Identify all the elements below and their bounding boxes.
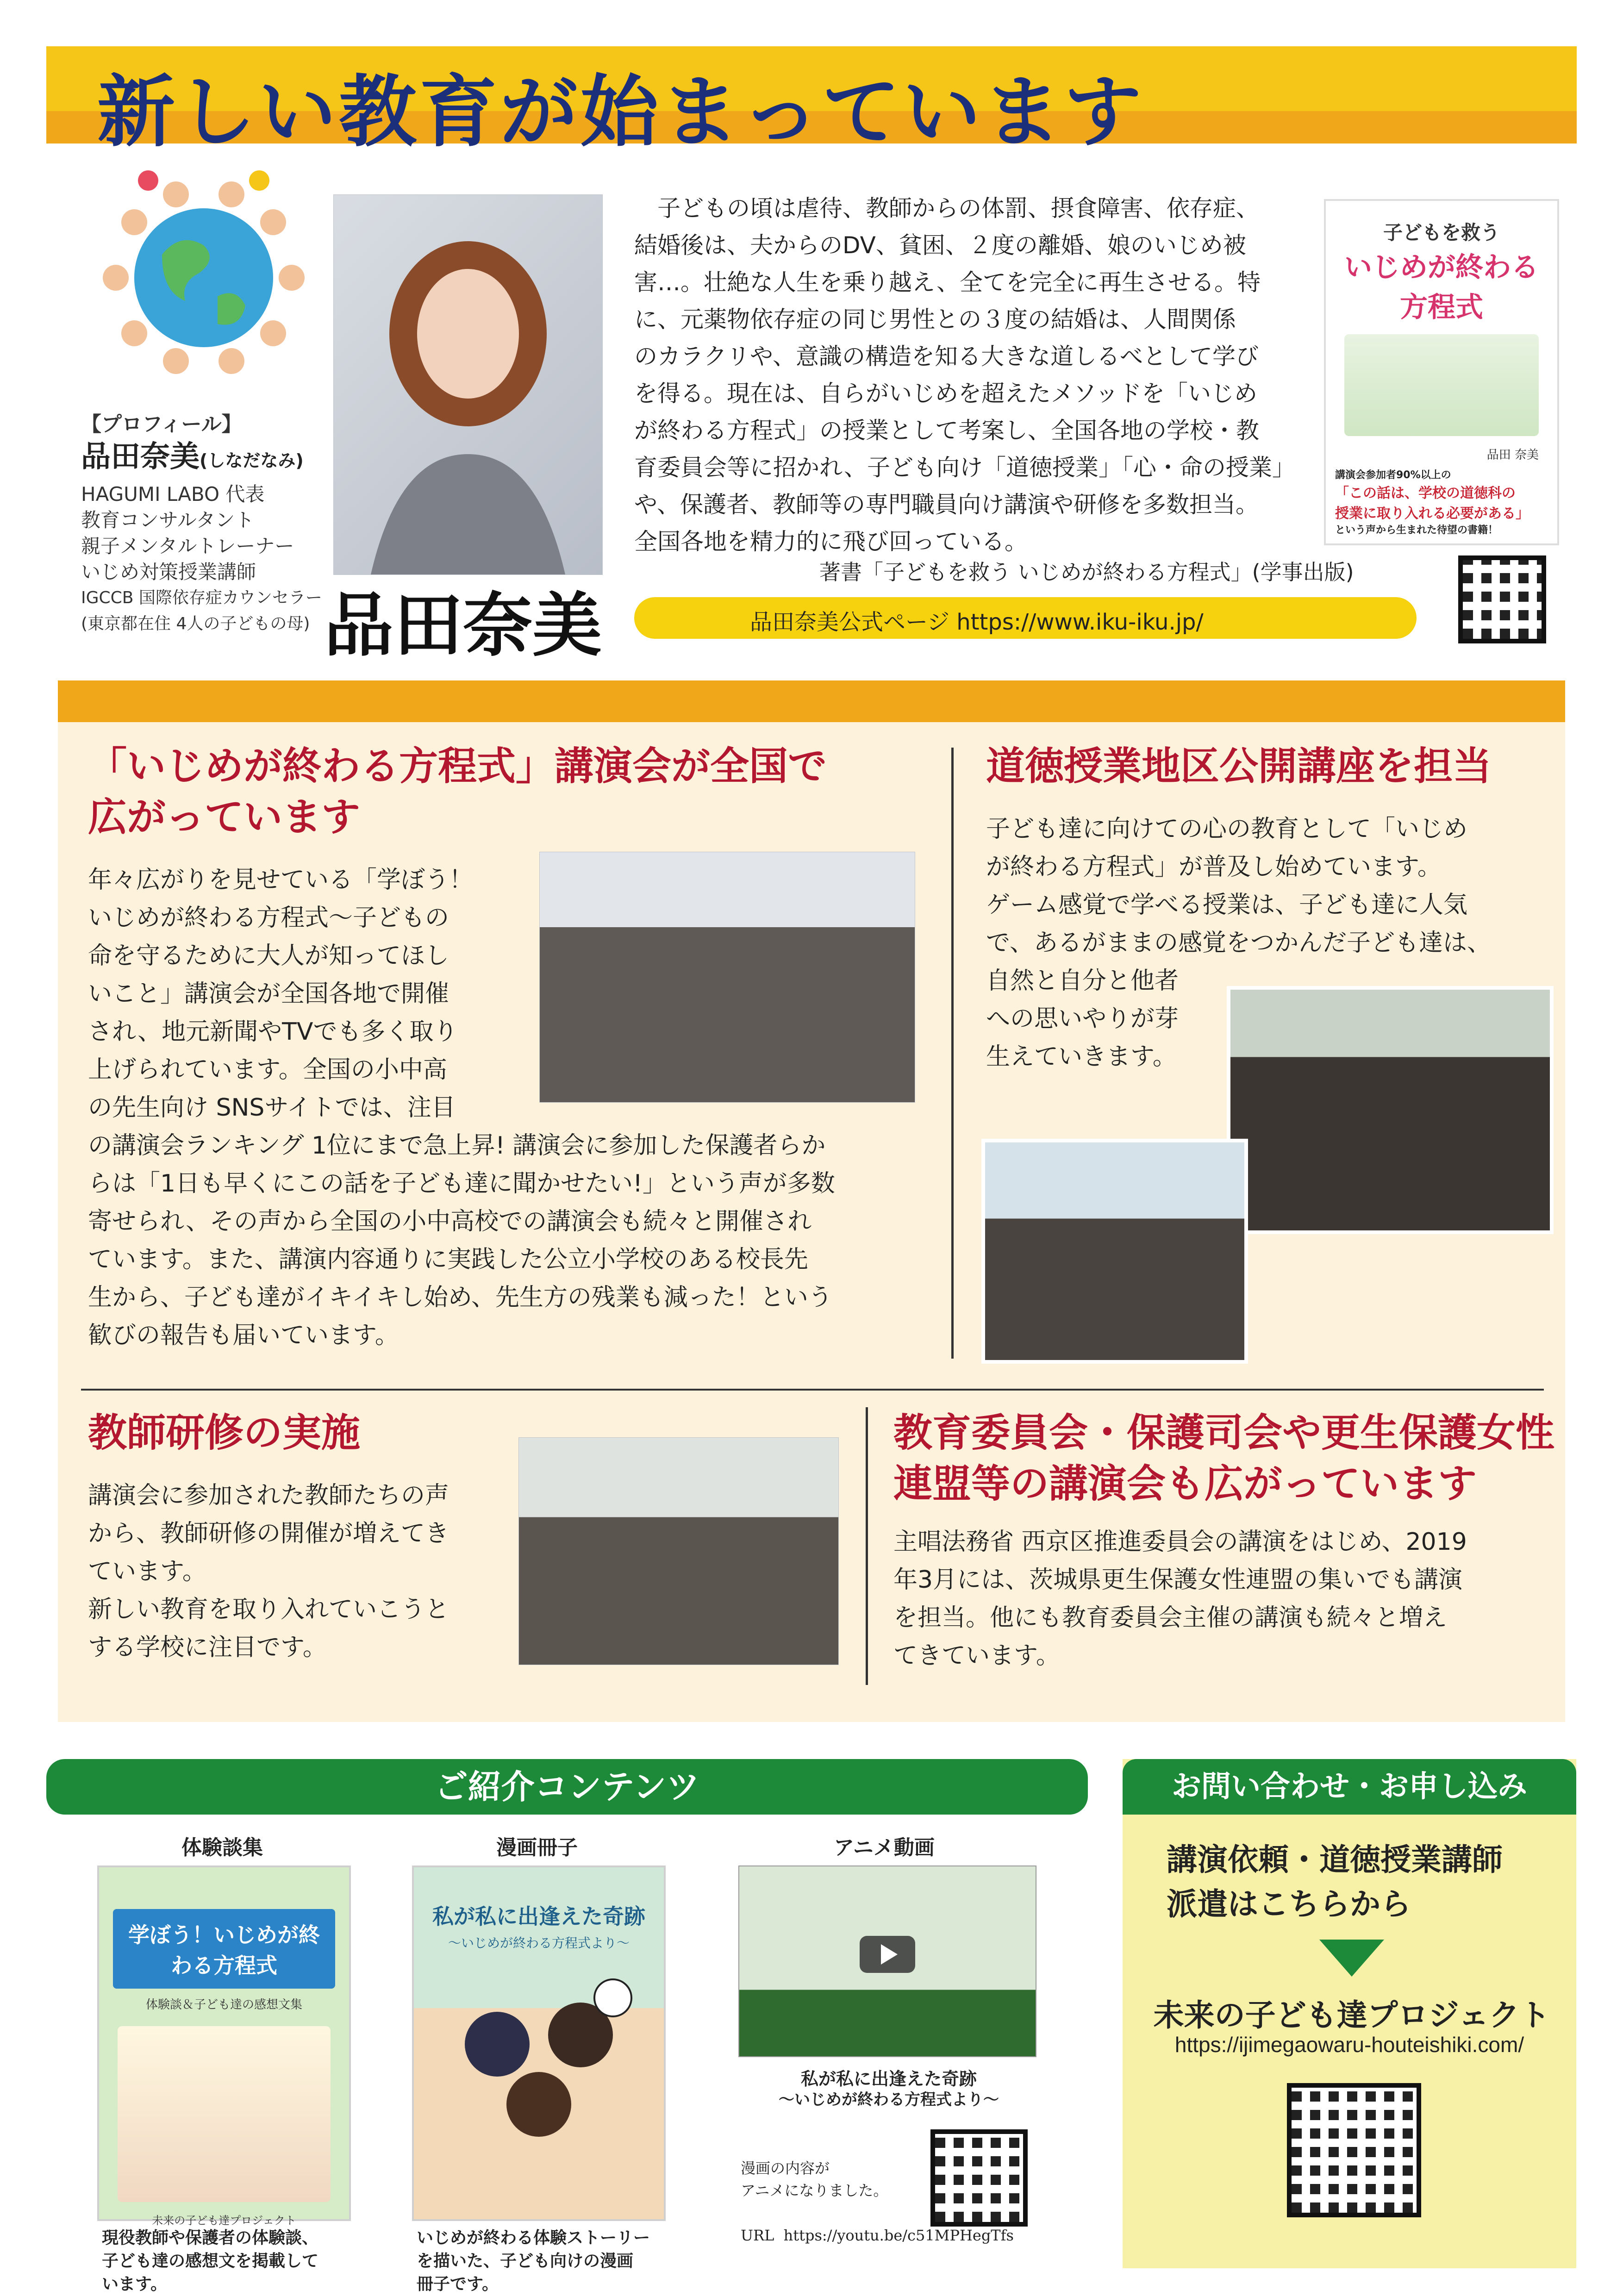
sec1-line: いじめが終わる方程式〜子どもの	[88, 904, 449, 932]
sec1-line: され、地元新聞やTVでも多く取り	[88, 1018, 458, 1046]
lecture-photo-1	[539, 852, 915, 1103]
sec3-line: ています。	[88, 1558, 206, 1585]
sec1-line: ています。また、講演内容通りに実践した公立小学校のある校長先	[88, 1246, 808, 1273]
sec1-line: いこと」講演会が全国各地で開催	[88, 980, 449, 1008]
profile-line: IGCCB 国際依存症カウンセラー	[81, 588, 322, 607]
sec2-line: で、あるがままの感覚をつかんだ子ども達は、	[986, 929, 1491, 957]
teacher-training-photo	[518, 1437, 839, 1665]
anime-title-2: 〜いじめが終わる方程式より〜	[779, 2090, 999, 2109]
book-blurb-2: 「この話は、学校の道徳科の	[1335, 485, 1516, 501]
contents-desc-1	[102, 2227, 361, 2296]
bio-line: 害…。壮絶な人生を乗り越え、全てを完全に再生させる。特	[634, 269, 1261, 296]
bio-line: 結婚後は、夫からのDV、貧困、２度の離婚、娘のいじめ被	[634, 232, 1246, 259]
sec4-heading-line: 教育委員会・保護司会や更生保護女性	[893, 1410, 1555, 1455]
profile-line: HAGUMI LABO 代表	[81, 483, 265, 505]
contents-caption-1: 体験談集	[181, 1836, 263, 1859]
testimonial-booklet-cover[interactable]	[97, 1866, 351, 2227]
section-top-band	[58, 680, 1565, 722]
desc-line: 現役教師や保護者の体験談、	[102, 2228, 319, 2247]
sec1-line: の先生向け SNSサイトでは、注目	[88, 1094, 456, 1122]
book-qr-code[interactable]	[1458, 555, 1546, 643]
anime-title-1: 私が私に出逢えた奇跡	[800, 2069, 977, 2089]
book-title-2: 方程式	[1400, 291, 1483, 324]
sec1-text-wide	[88, 1127, 921, 1354]
sec4-line: を担当。他にも教育委員会主催の講演も続々と増え	[893, 1604, 1448, 1632]
sec3-line: から、教師研修の開催が増えてき	[88, 1520, 449, 1547]
sec2-heading: 道徳授業地区公開講座を担当	[986, 743, 1492, 789]
page-title: 新しい教育が始まっています	[97, 67, 1144, 157]
sec1-heading-line: 広がっています	[88, 794, 361, 840]
sec3-line: 講演会に参加された教師たちの声	[88, 1482, 449, 1510]
desc-line: 子ども達の感想文を掲載して	[102, 2252, 319, 2271]
booklet-footer: 未来の子ども達プロジェクト	[152, 2214, 296, 2227]
sec1-line: 生から、子ども達がイキイキし始め、先生方の残業も減った！という	[88, 1284, 832, 1311]
manga-title: 私が私に出逢えた奇跡	[432, 1904, 645, 1929]
bio-line: 全国各地を精力的に飛び回っている。	[634, 528, 1028, 555]
sec1-line: 歓びの報告も届いています。	[88, 1322, 399, 1349]
contact-line: 派遣はこちらから	[1167, 1886, 1411, 1922]
column-divider-2	[866, 1407, 868, 1685]
official-url[interactable]: 品田奈美公式ページ https://www.iku-iku.jp/	[750, 609, 1204, 635]
profile-name-row	[81, 433, 304, 475]
book-blurb-1: 講演会参加者90%以上の	[1335, 469, 1451, 481]
sec1-line: の講演会ランキング 1位にまで急上昇! 講演会に参加した保護者らか	[88, 1132, 826, 1160]
sec3-line: する学校に注目です。	[88, 1634, 327, 1661]
play-button-icon[interactable]	[860, 1936, 915, 1973]
sec4-text	[893, 1523, 1551, 1675]
row-divider	[81, 1389, 1544, 1391]
booklet-subtitle: 体験談＆子ども達の感想文集	[145, 1998, 302, 2012]
book-blurb-4: という声から生まれた待望の書籍！	[1335, 524, 1498, 536]
sec1-line: 年々広がりを見せている「学ぼう！	[88, 866, 474, 894]
anime-url[interactable]: https://youtu.be/c51MPHegTfs	[783, 2227, 1014, 2244]
bio-line: を得る。現在は、自らがいじめを超えたメソッドを「いじめ	[634, 380, 1257, 407]
contact-org: 未来の子ども達プロジェクト	[1153, 1997, 1550, 2033]
class-photo-1	[1227, 986, 1554, 1234]
sec3-line: 新しい教育を取り入れていこうと	[88, 1596, 449, 1623]
profile-line: いじめ対策授業講師	[81, 561, 256, 583]
anime-url-row[interactable]	[741, 2227, 1014, 2244]
contents-desc-2	[417, 2227, 685, 2296]
sec1-heading	[88, 741, 827, 842]
bio-text	[634, 190, 1315, 560]
contact-line: 講演依頼・道徳授業講師	[1167, 1842, 1503, 1878]
anime-qr-code[interactable]	[930, 2129, 1028, 2227]
sec2-line: ゲーム感覚で学べる授業は、子ども達に人気	[986, 891, 1468, 919]
profile-label: 【プロフィール】	[81, 412, 242, 436]
sec1-heading-line: 「いじめが終わる方程式」講演会が全国で	[88, 743, 827, 789]
arrow-down-icon	[1319, 1940, 1384, 1977]
profile-line: 教育コンサルタント	[81, 509, 255, 531]
booklet-title: 学ぼう！いじめが終わる方程式	[113, 1909, 335, 1989]
book-blurb-3: 授業に取り入れる必要がある」	[1335, 505, 1529, 522]
sec2-line: への思いやりが芽	[986, 1005, 1179, 1033]
book-cover	[1324, 199, 1559, 545]
sec4-heading	[893, 1407, 1554, 1509]
sec4-line: 主唱法務省 西京区推進委員会の講演をはじめ、2019	[893, 1528, 1467, 1556]
profile-lines	[81, 481, 322, 637]
manga-subtitle: 〜いじめが終わる方程式より〜	[448, 1935, 630, 1951]
contents-caption-3: アニメ動画	[834, 1836, 935, 1859]
book-author: 品田 奈美	[1486, 448, 1539, 462]
profile-name: 品田奈美	[81, 440, 200, 474]
book-illustration	[1344, 334, 1539, 436]
contact-url[interactable]: https://ijimegaowaru-houteishiki.com/	[1174, 2033, 1524, 2057]
anime-video-thumbnail[interactable]	[738, 1866, 1036, 2057]
sec1-line: 寄せられ、その声から全国の小中高校での講演会も続々と開催され	[88, 1208, 812, 1235]
booklet-illustration	[118, 2026, 331, 2202]
sec4-line: 年3月には、茨城県更生保護女性連盟の集いでも講演	[893, 1566, 1463, 1594]
anime-url-label: URL	[741, 2227, 774, 2244]
contact-lines	[1167, 1838, 1503, 1927]
manga-illustration	[414, 1952, 664, 2211]
sec1-line: らは「1日も早くにこの話を子ども達に聞かせたい!」という声が多数	[88, 1170, 835, 1198]
profile-reading: (しなだなみ)	[200, 450, 304, 471]
sec4-line: てきています。	[893, 1642, 1060, 1670]
sec1-line: 命を守るために大人が知ってほし	[88, 942, 449, 970]
sec4-heading-line: 連盟等の講演会も広がっています	[893, 1461, 1477, 1506]
desc-line: 冊子です。	[417, 2275, 499, 2294]
sec1-text-narrow	[88, 861, 528, 1127]
sec2-text-narrow	[986, 962, 1227, 1076]
column-divider	[951, 748, 954, 1359]
manga-booklet-cover[interactable]	[412, 1866, 666, 2221]
contents-bar: ご紹介コンテンツ	[46, 1759, 1088, 1815]
profile-line: (東京都在住 4人の子どもの母)	[81, 614, 310, 633]
contact-bar: お問い合わせ・お申し込み	[1123, 1759, 1576, 1815]
bio-line: に、元薬物依存症の同じ男性との３度の結婚は、人間関係	[634, 306, 1236, 333]
sec1-line: 上げられています。全国の小中高	[88, 1056, 447, 1084]
book-small-title: 子どもを救う	[1383, 221, 1500, 244]
sec2-line: が終わる方程式」が普及し始めています。	[986, 853, 1442, 881]
portrait-photo	[333, 194, 603, 575]
portrait-name: 品田奈美	[324, 586, 602, 666]
bio-line: や、保護者、教師等の専門職員向け講演や研修を多数担当。	[634, 491, 1259, 518]
sec2-line: 自然と自分と他者	[986, 967, 1179, 995]
contents-desc-3	[741, 2157, 888, 2202]
sec3-text	[88, 1477, 523, 1666]
profile-line: 親子メンタルトレーナー	[81, 535, 294, 557]
bio-line: 育委員会等に招かれ、子ども向け「道徳授業」「心・命の授業」	[634, 454, 1295, 481]
book-title-1: いじめが終わる	[1344, 251, 1539, 284]
bio-line: が終わる方程式」の授業として考案し、全国各地の学校・教	[634, 417, 1259, 444]
bio-line: 子どもの頃は虐待、教師からの体罰、摂食障害、依存症、	[657, 195, 1259, 222]
desc-line: アニメになりました。	[741, 2182, 888, 2199]
book-credit: 著書「子どもを救う いじめが終わる方程式」(学事出版)	[819, 560, 1354, 585]
desc-line: います。	[102, 2275, 168, 2294]
sec2-line: 子ども達に向けての心の教育として「いじめ	[986, 815, 1468, 843]
bio-line: のカラクリや、意識の構造を知る大きな道しるべとして学び	[634, 343, 1259, 370]
desc-line: を描いた、子ども向けの漫画	[417, 2252, 634, 2271]
contact-qr-code[interactable]	[1287, 2083, 1421, 2217]
desc-line: 漫画の内容が	[741, 2159, 830, 2177]
desc-line: いじめが終わる体験ストーリー	[417, 2228, 650, 2247]
class-photo-2	[981, 1139, 1248, 1364]
sec2-line: 生えていきます。	[986, 1043, 1177, 1071]
sec2-text-wide	[986, 810, 1551, 962]
globe-illustration	[93, 167, 315, 380]
contents-caption-2: 漫画冊子	[496, 1836, 578, 1859]
sec3-heading: 教師研修の実施	[88, 1410, 361, 1455]
